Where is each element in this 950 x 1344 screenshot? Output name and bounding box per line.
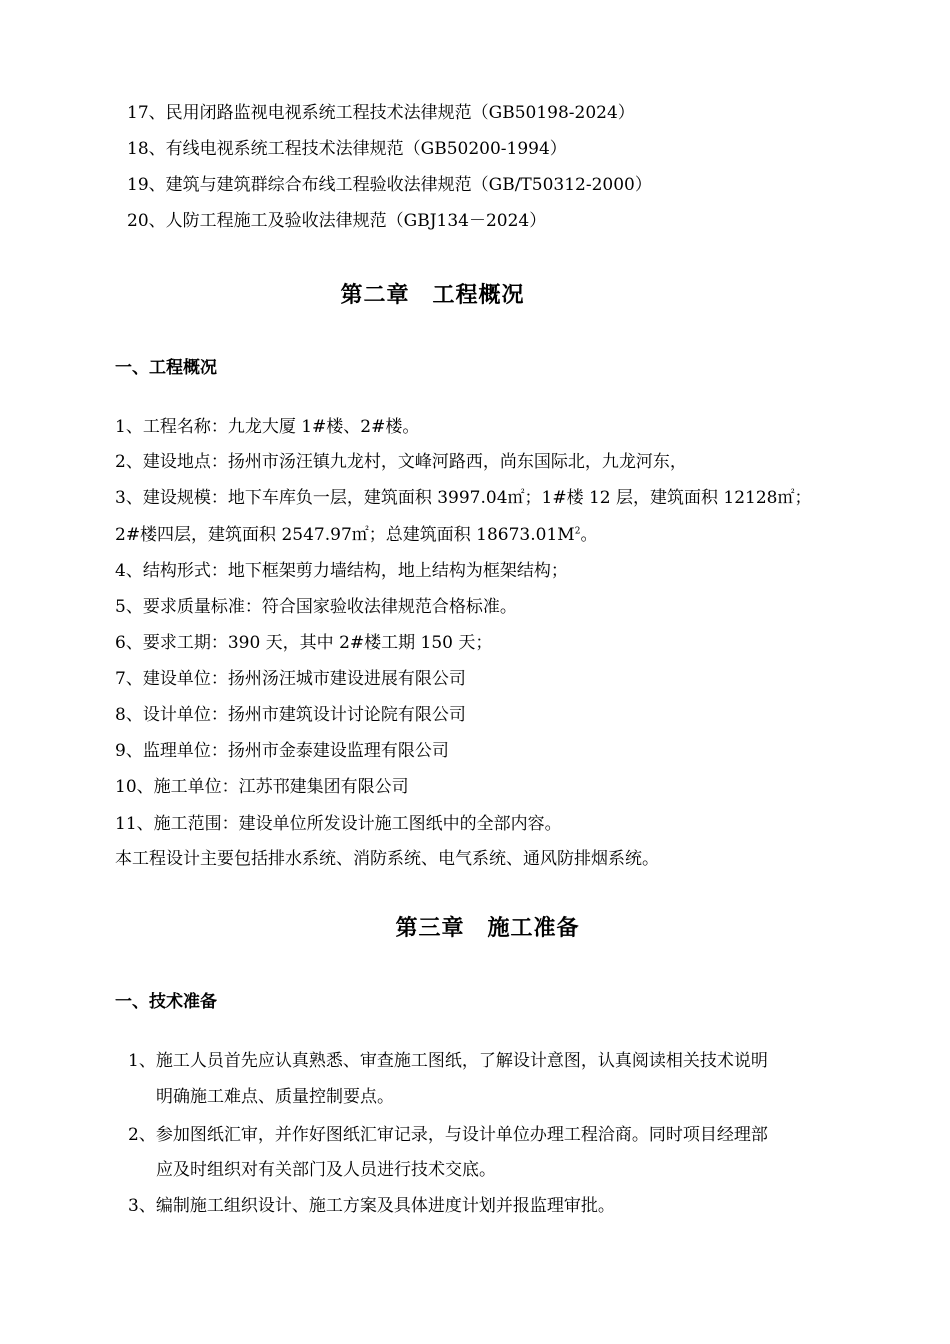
- project-item-11: 11、施工范围：建设单位所发设计施工图纸中的全部内容。: [115, 814, 562, 834]
- project-item-6: 6、要求工期：390 天，其中 2#楼工期 150 天；: [115, 633, 493, 653]
- chapter-3-title: 第三章 施工准备: [395, 915, 580, 941]
- project-item-3-continued: 2#楼四层，建筑面积 2547.97㎡；总建筑面积 $18673.01M^2$。: [115, 525, 598, 545]
- chapter-2-section-1-heading: 一、工程概况: [115, 358, 217, 378]
- project-item-1: 1、工程名称：九龙大厦 1#楼、2#楼。: [115, 417, 420, 437]
- tech-prep-item-3: 3、编制施工组织设计、施工方案及具体进度计划并报监理审批。: [128, 1196, 615, 1216]
- project-item-10: 10、施工单位：江苏邗建集团有限公司: [115, 777, 409, 797]
- project-item-8: 8、设计单位：扬州市建筑设计讨论院有限公司: [115, 705, 466, 725]
- standard-item-17: 17、民用闭路监视电视系统工程技术法律规范（GB50198-2024）: [127, 103, 635, 123]
- project-item-2: 2、建设地点：扬州市汤汪镇九龙村，文峰河路西，尚东国际北，九龙河东，: [115, 452, 687, 472]
- chapter-2-title: 第二章 工程概况: [340, 282, 525, 308]
- project-item-5: 5、要求质量标准：符合国家验收法律规范合格标准。: [115, 597, 517, 617]
- tech-prep-item-1: 1、施工人员首先应认真熟悉、审查施工图纸，了解设计意图，认真阅读相关技术说明: [128, 1051, 768, 1071]
- tech-prep-item-2: 2、参加图纸汇审，并作好图纸汇审记录，与设计单位办理工程洽商。同时项目经理部: [128, 1125, 768, 1145]
- tech-prep-item-1-continued: 明确施工难点、质量控制要点。: [156, 1087, 394, 1107]
- standard-item-19: 19、建筑与建筑群综合布线工程验收法律规范（GB/T50312-2000）: [127, 175, 652, 195]
- tech-prep-item-2-continued: 应及时组织对有关部门及人员进行技术交底。: [156, 1160, 496, 1180]
- standard-item-20: 20、人防工程施工及验收法律规范（GBJ134－2024）: [127, 211, 547, 231]
- project-item-7: 7、建设单位：扬州汤汪城市建设进展有限公司: [115, 669, 466, 689]
- project-item-4: 4、结构形式：地下框架剪力墙结构，地上结构为框架结构；: [115, 561, 568, 581]
- chapter-3-section-1-heading: 一、技术准备: [115, 992, 217, 1012]
- project-item-3: 3、建设规模：地下车库负一层，建筑面积 3997.04㎡；1#楼 12 层，建筑面积 12128㎡；: [115, 488, 812, 508]
- project-summary: 本工程设计主要包括排水系统、消防系统、电气系统、通风防排烟系统。: [115, 849, 659, 869]
- standard-item-18: 18、有线电视系统工程技术法律规范（GB50200-1994）: [127, 139, 567, 159]
- project-item-9: 9、监理单位：扬州市金泰建设监理有限公司: [115, 741, 449, 761]
